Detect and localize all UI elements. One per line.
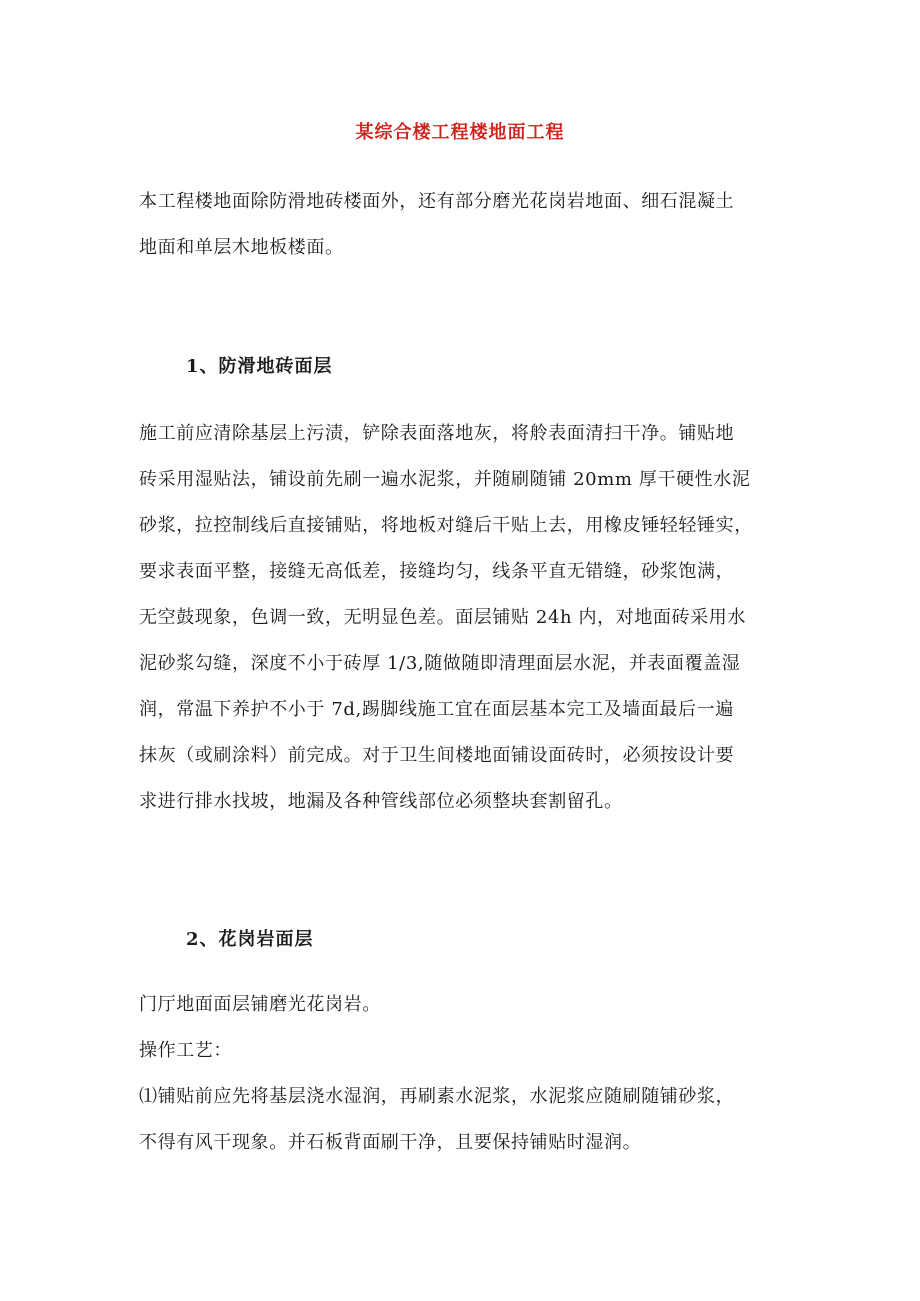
section1-line: 施工前应清除基层上污渍，铲除表面落地灰，将舲表面清扫干净。铺贴地 <box>139 423 735 444</box>
section1-line: 要求表面平整，接缝无高低差，接缝均匀，线条平直无错缝，砂浆饱满， <box>139 561 735 582</box>
document-title: 某综合楼工程楼地面工程 <box>355 122 565 143</box>
section1-line: 抹灰（或刷涂料）前完成。对于卫生间楼地面铺设面砖时，必须按设计要 <box>139 745 735 766</box>
intro-paragraph <box>139 179 799 271</box>
intro-line: 本工程楼地面除防滑地砖楼面外，还有部分磨光花岗岩地面、细石混凝土 <box>139 191 735 212</box>
section1-paragraph <box>139 411 799 825</box>
section1-line: 无空鼓现象，色调一致，无明显色差。面层铺贴 24h 内，对地面砖采用水 <box>139 607 746 628</box>
section2-line: 操作工艺： <box>139 1040 232 1061</box>
section2-line: 不得有风干现象。并石板背面刷干净，且要保持铺贴时湿润。 <box>139 1132 642 1153</box>
intro-line: 地面和单层木地板楼面。 <box>139 237 344 258</box>
section2-paragraph <box>139 982 799 1166</box>
section1-line: 泥砂浆勾缝，深度不小于砖厚 1/3,随做随即清理面层水泥，并表面覆盖湿 <box>139 653 741 674</box>
section1-line: 砂浆，拉控制线后直接铺贴，将地板对缝后干贴上去，用橡皮锤轻轻锤实， <box>139 515 753 536</box>
section1-heading: 1、防滑地砖面层 <box>186 356 333 377</box>
section2-line: ⑴铺贴前应先将基层浇水湿润，再刷素水泥浆，水泥浆应随刷随铺砂浆， <box>139 1086 735 1107</box>
section1-line: 润，常温下养护不小于 7d,踢脚线施工宜在面层基本完工及墙面最后一遍 <box>139 699 734 720</box>
section1-line: 求进行排水找坡，地漏及各种管线部位必须整块套割留孔。 <box>139 791 623 812</box>
section2-heading: 2、花岗岩面层 <box>186 929 314 950</box>
section2-line: 门厅地面面层铺磨光花岗岩。 <box>139 994 381 1015</box>
section1-line: 砖采用湿贴法，铺设前先刷一遍水泥浆，并随刷随铺 20mm 厚干硬性水泥 <box>139 469 751 490</box>
